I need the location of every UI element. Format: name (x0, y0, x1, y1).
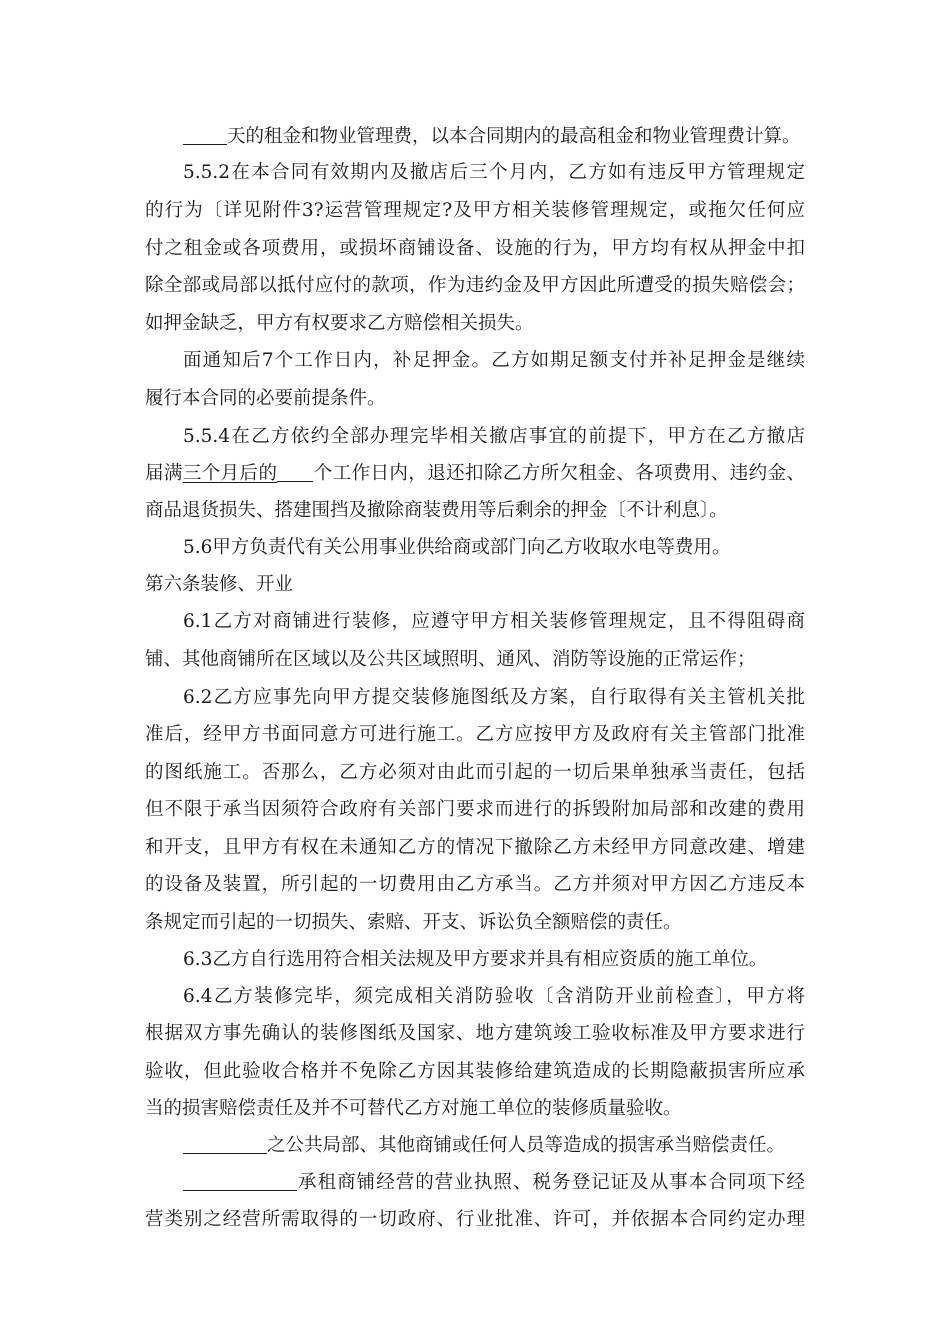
paragraph-line: 5.5.4在乙方依约全部办理完毕相关撤店事宜的前提下，甲方在乙方撤店 (183, 426, 805, 447)
paragraph-line: 根据双方事先确认的装修图纸及国家、地方建筑竣工验收标准及甲方要求进行 (145, 1023, 805, 1044)
underlined-term: 三个月后的 (182, 463, 278, 484)
paragraph-line: 届满三个月后的 个工作日内，退还扣除乙方所欠租金、各项费用、违约金、 (145, 463, 805, 484)
paragraph-line: 铺、其他商铺所在区域以及公共区域照明、通风、消防等设施的正常运作； (145, 649, 756, 670)
paragraph-line: 营类别之经营所需取得的一切政府、行业批准、许可，并依据本合同约定办理 (145, 1209, 805, 1230)
paragraph-line: 天的租金和物业管理费，以本合同期内的最高租金和物业管理费计算。 (183, 124, 801, 150)
paragraph-line: 的设备及装置，所引起的一切费用由乙方承当。乙方并须对甲方因乙方违反本 (145, 874, 805, 895)
paragraph-line: 5.5.2在本合同有效期内及撤店后三个月内，乙方如有违反甲方管理规定 (183, 162, 805, 183)
paragraph-line: 履行本合同的必要前提条件。 (145, 388, 386, 409)
paragraph-line: 和开支，且甲方有权在未通知乙方的情况下撤除乙方未经甲方同意改建、增建 (145, 837, 805, 858)
paragraph-line: 承租商铺经营的营业执照、税务登记证及从事本合同项下经 (183, 1170, 805, 1196)
paragraph-line: 如押金缺乏，甲方有权要求乙方赔偿相关损失。 (145, 313, 534, 334)
paragraph-line: 5.6甲方负责代有关公用事业供给商或部门向乙方收取水电等费用。 (183, 537, 731, 558)
paragraph-line: 面通知后7个工作日内，补足押金。乙方如期足额支付并补足押金是继续 (183, 350, 805, 371)
paragraph-line: 6.3乙方自行选用符合相关法规及甲方要求并具有相应资质的施工单位。 (183, 949, 768, 970)
section-heading: 第六条装修、开业 (145, 574, 294, 595)
paragraph-line: 验收，但此验收合格并不免除乙方因其装修给建筑造成的长期隐蔽损害所应承 (145, 1061, 805, 1082)
paragraph-line: 当的损害赔偿责任及并不可替代乙方对施工单位的装修质量验收。 (145, 1098, 682, 1119)
fill-in-blank (183, 124, 227, 145)
paragraph-line: 之公共局部、其他商铺或任何人员等造成的损害承当赔偿责任。 (183, 1133, 785, 1159)
fill-in-blank (277, 461, 313, 482)
paragraph-line: 6.2乙方应事先向甲方提交装修施图纸及方案，自行取得有关主管机关批 (183, 687, 805, 708)
paragraph-line: 的行为〔详见附件3?运营管理规定?及甲方相关装修管理规定，或拖欠任何应 (145, 200, 805, 221)
paragraph-line: 商品退货损失、搭建围挡及撤除商装费用等后剩余的押金〔不计利息〕。 (145, 500, 728, 521)
paragraph-line: 的图纸施工。否那么，乙方必须对由此而引起的一切后果单独承当责任，包括 (145, 762, 805, 783)
fill-in-blank (183, 1170, 297, 1191)
paragraph-line: 6.1乙方对商铺进行装修，应遵守甲方相关装修管理规定，且不得阻碍商 (183, 611, 805, 632)
paragraph-line: 条规定而引起的一切损失、索赔、开支、诉讼负全额赔偿的责任。 (145, 912, 682, 933)
paragraph-line: 除全部或局部以抵付应付的款项，作为违约金及甲方因此所遭受的损失赔偿会； (145, 275, 805, 296)
paragraph-line: 但不限于承当因须符合政府有关部门要求而进行的拆毁附加局部和改建的费用 (145, 799, 805, 820)
paragraph-line: 付之租金或各项费用，或损坏商铺设备、设施的行为，甲方均有权从押金中扣 (145, 238, 805, 259)
paragraph-line: 6.4乙方装修完毕，须完成相关消防验收〔含消防开业前检查〕，甲方将 (183, 986, 805, 1007)
fill-in-blank (183, 1133, 267, 1154)
paragraph-line: 准后，经甲方书面同意方可进行施工。乙方应按甲方及政府有关主管部门批准 (145, 724, 805, 745)
